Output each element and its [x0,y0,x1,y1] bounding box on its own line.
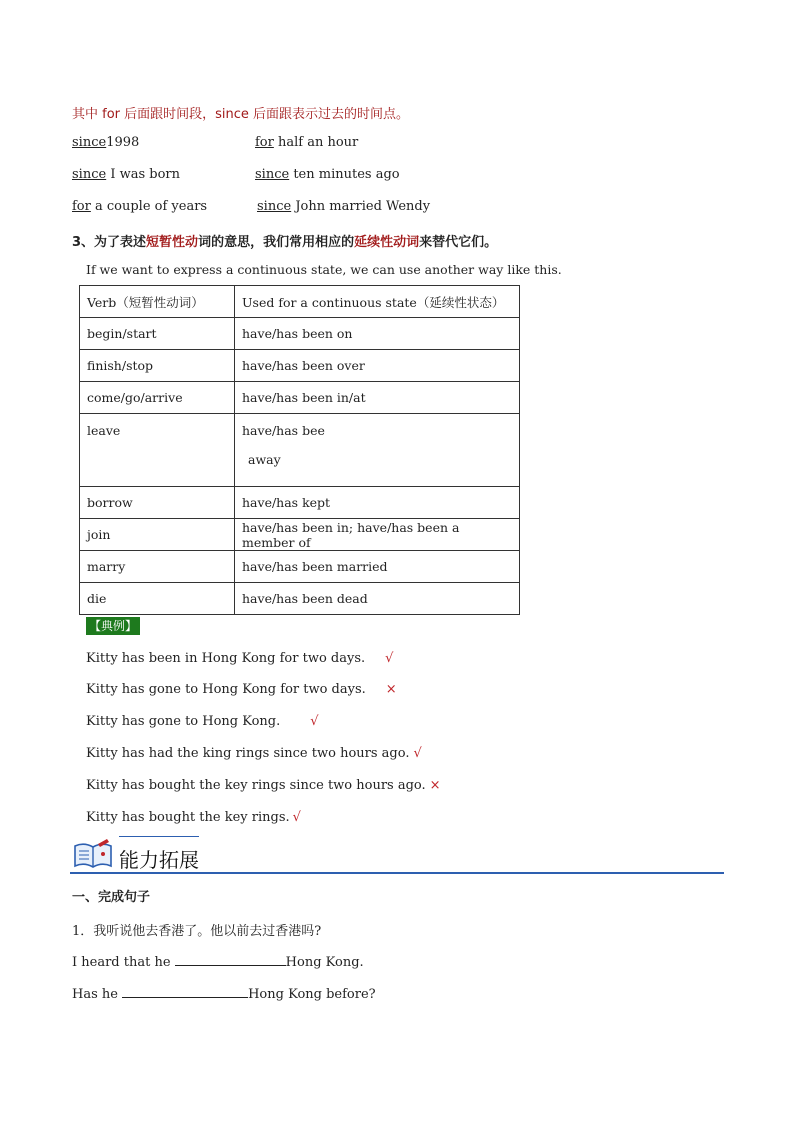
section-top-rule [119,836,199,837]
table-row [80,551,520,583]
table-row [80,487,520,519]
point-3-heading: 3、为了表述短暂性动词的意思，我们常用相应的延续性动词来替代它们。 [72,235,498,250]
table-cell: have/has been over [235,350,520,382]
sample-sentence: Kitty has gone to Hong Kong for two days. × [86,682,397,697]
intro-line: 其中 for 后面跟时间段，since 后面跟表示过去的时间点。 [72,107,410,122]
table-cell: come/go/arrive [80,382,235,414]
table-row [80,382,520,414]
example-left-1: since1998 [72,135,140,150]
example-right-2: since ten minutes ago [255,167,400,182]
table-cell: have/has been in; have/has been a member of [235,519,520,551]
table-cell: have/has kept [235,487,520,519]
table-cell: die [80,583,235,615]
sample-sentence: Kitty has been in Hong Kong for two days. √ [86,651,394,666]
table-row [80,583,520,615]
table-header-cell: Verb（短暂性动词） [80,286,235,318]
table-cell: borrow [80,487,235,519]
table-cell: marry [80,551,235,583]
answer-line-2: Has he Hong Kong before? [72,987,376,1002]
sample-sentence: Kitty has bought the key rings. √ [86,810,301,825]
sample-sentence: Kitty has had the king rings since two hours ago. √ [86,746,422,761]
section-title: 能力拓展 [119,848,199,872]
example-right-3: since John married Wendy [257,199,431,214]
table-cell: join [80,519,235,551]
answer-line-1: I heard that he Hong Kong. [72,955,364,970]
open-book-icon [72,838,114,870]
question-1: 1．我听说他去香港了。他以前去过香港吗? [72,924,322,939]
table-cell: have/has bee away [235,414,520,487]
table-cell: have/has been in/at [235,382,520,414]
table-header-cell: Used for a continuous state（延续性状态） [235,286,520,318]
table-cell: leave [80,414,235,487]
verb-table [79,285,520,615]
table-row [80,350,520,382]
table-cell: have/has been on [235,318,520,350]
answer-blank[interactable] [175,953,286,966]
table-row [80,318,520,350]
answer-blank[interactable] [122,985,248,998]
example-right-1: for half an hour [255,135,359,150]
section-rule [70,872,724,874]
example-tag: 【典例】 [86,617,140,635]
table-cell: begin/start [80,318,235,350]
table-cell: finish/stop [80,350,235,382]
sample-sentence: Kitty has bought the key rings since two hours ago. × [86,778,441,793]
table-row [80,519,520,551]
exercise-heading: 一、完成句子 [72,890,151,905]
sample-sentence: Kitty has gone to Hong Kong. √ [86,714,319,729]
table-intro: If we want to express a continuous state, we can use another way like this. [86,262,562,277]
table-cell: have/has been dead [235,583,520,615]
table-row [80,414,520,487]
table-header-row [80,286,520,318]
example-left-2: since I was born [72,167,181,182]
table-cell: have/has been married [235,551,520,583]
example-left-3: for a couple of years [72,199,208,214]
